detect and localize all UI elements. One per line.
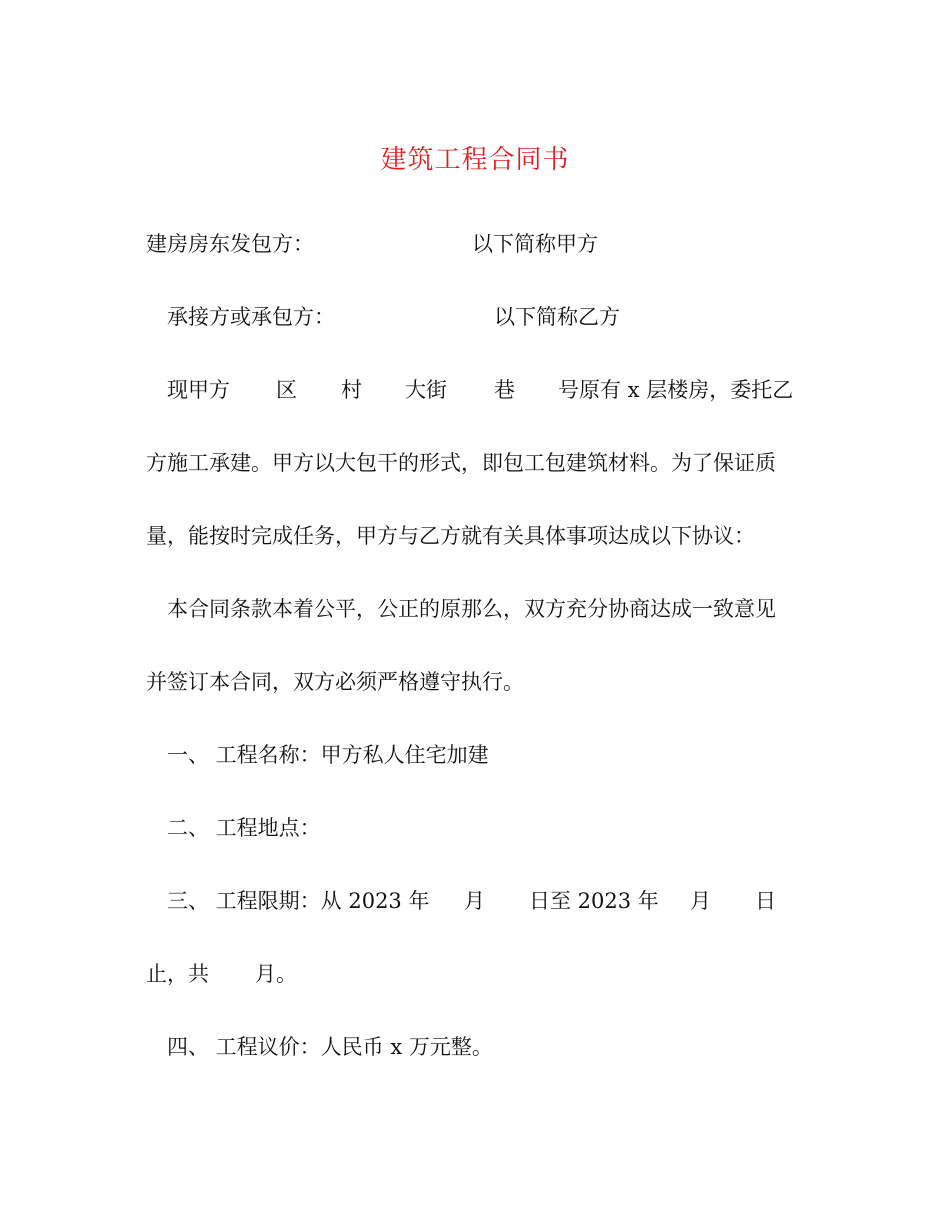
party-b-label: 承接方或承包方： — [167, 305, 335, 329]
principle-text: 本合同条款本着公平，公正的原那么，双方充分协商达成一致意见 — [167, 597, 776, 621]
clause-3-period-line-2a — [146, 958, 209, 990]
intro-segment: 大街 — [405, 378, 447, 402]
clause-3-period-line-1 — [167, 885, 429, 917]
clause-1-project-name — [167, 739, 489, 771]
party-b-alias: 以下简称乙方 — [494, 305, 620, 329]
clause-3-day-2 — [755, 885, 776, 917]
clause-text: 三、 工程限期：从 2023 年 — [167, 889, 430, 913]
party-a-alias-line — [472, 228, 598, 260]
party-a-label: 建房房东发包方： — [146, 232, 314, 256]
clause-text: 月 — [464, 889, 485, 913]
document-title: 建筑工程合同书 — [380, 145, 570, 175]
party-a-line — [146, 228, 314, 260]
clause-3-month-1 — [464, 885, 485, 917]
clause-text: 二、 工程地点： — [167, 816, 321, 840]
clause-3-day-until — [529, 885, 659, 917]
intro-paragraph-line-2 — [146, 447, 776, 479]
intro-text: 方施工承建。甲方以大包干的形式，即包工包建筑材料。为了保证质 — [146, 451, 776, 475]
clause-text: 四、 工程议价：人民币 x 万元整。 — [167, 1035, 493, 1059]
intro-segment: 巷 — [494, 378, 515, 402]
intro-paragraph-line-3 — [146, 520, 755, 552]
party-a-alias: 以下简称甲方 — [472, 232, 598, 256]
intro-segment: 村 — [341, 378, 362, 402]
clause-4-price — [167, 1031, 493, 1063]
clause-text: 止，共 — [146, 962, 209, 986]
clause-text: 一、 工程名称：甲方私人住宅加建 — [167, 743, 489, 767]
party-b-alias-line — [494, 301, 620, 333]
principle-paragraph-line-2 — [146, 666, 524, 698]
clause-3-period-line-2b — [255, 958, 297, 990]
clause-2-project-location — [167, 812, 321, 844]
intro-district-line — [276, 374, 297, 406]
clause-text: 月。 — [255, 962, 297, 986]
clause-text: 日至 2023 年 — [529, 889, 659, 913]
intro-street-line — [405, 374, 447, 406]
intro-text: 量，能按时完成任务，甲方与乙方就有关具体事项达成以下协议： — [146, 524, 755, 548]
intro-lane-line — [494, 374, 515, 406]
intro-segment: 现甲方 — [167, 378, 230, 402]
intro-segment: 区 — [276, 378, 297, 402]
clause-text: 月 — [690, 889, 711, 913]
principle-text: 并签订本合同，双方必须严格遵守执行。 — [146, 670, 524, 694]
clause-3-month-2 — [690, 885, 711, 917]
intro-segment: 号原有 x 层楼房，委托乙 — [558, 378, 794, 402]
clause-text: 日 — [755, 889, 776, 913]
principle-paragraph-line-1 — [167, 593, 776, 625]
intro-village-line — [341, 374, 362, 406]
intro-paragraph-line-1 — [167, 374, 230, 406]
party-b-line — [167, 301, 335, 333]
intro-number-line — [558, 374, 793, 406]
